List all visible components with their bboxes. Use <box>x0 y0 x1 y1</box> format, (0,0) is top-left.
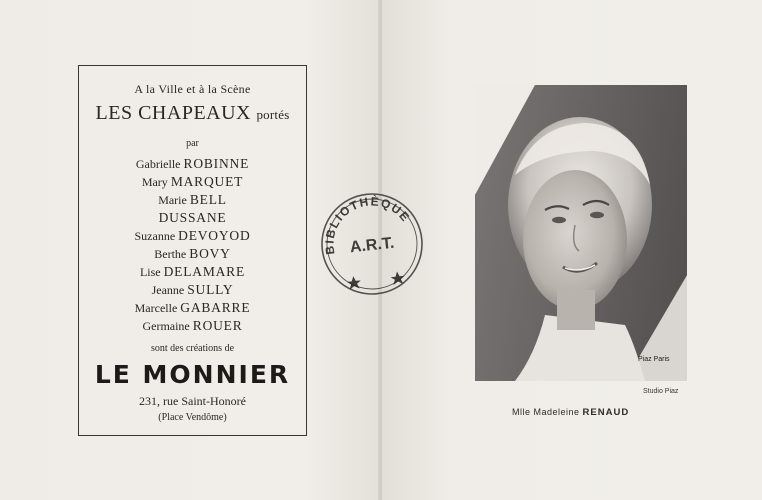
photo-credit: Studio Piaz <box>643 388 679 395</box>
actress-name: Marie BELL <box>158 192 227 207</box>
ad-intro: A la Ville et à la Scène <box>134 82 251 96</box>
ad-title-main: LES CHAPEAUX <box>95 102 251 124</box>
portrait-photo <box>475 85 687 381</box>
caption-name: RENAUD <box>582 407 630 418</box>
ad-title-sub: portés <box>256 107 290 122</box>
ad-creations: sont des créations de <box>150 343 235 354</box>
actress-name: Germaine ROUER <box>142 318 243 333</box>
photographer-signature: Piaz Paris <box>638 356 670 363</box>
brand-name: LE MONNIER <box>94 360 291 389</box>
actress-name: Berthe BOVY <box>154 246 231 261</box>
photo-caption <box>512 407 629 418</box>
actress-name: Mary MARQUET <box>141 174 244 189</box>
svg-text:BIBLIOTHÈQUE: BIBLIOTHÈQUE <box>322 194 414 256</box>
actress-name: Jeanne SULLY <box>151 282 234 297</box>
actress-name: DUSSANE <box>158 210 227 225</box>
actress-name: Marcelle GABARRE <box>134 300 251 315</box>
actress-name: Gabrielle ROBINNE <box>135 156 250 171</box>
hat-advertisement <box>78 65 307 436</box>
ad-address: 231, rue Saint-Honoré <box>139 394 246 408</box>
actress-name: Suzanne DEVOYOD <box>134 228 251 243</box>
library-stamp <box>316 188 428 300</box>
portrait-image <box>475 85 687 381</box>
actress-name: Lise DELAMARE <box>139 264 246 279</box>
ad-title <box>79 102 306 125</box>
ad-par: par <box>186 138 199 149</box>
caption-prefix: Mlle Madeleine <box>512 407 580 417</box>
ad-place: (Place Vendôme) <box>158 412 227 423</box>
svg-text:A.R.T.: A.R.T. <box>349 234 396 257</box>
stamp-graphic <box>316 188 428 300</box>
